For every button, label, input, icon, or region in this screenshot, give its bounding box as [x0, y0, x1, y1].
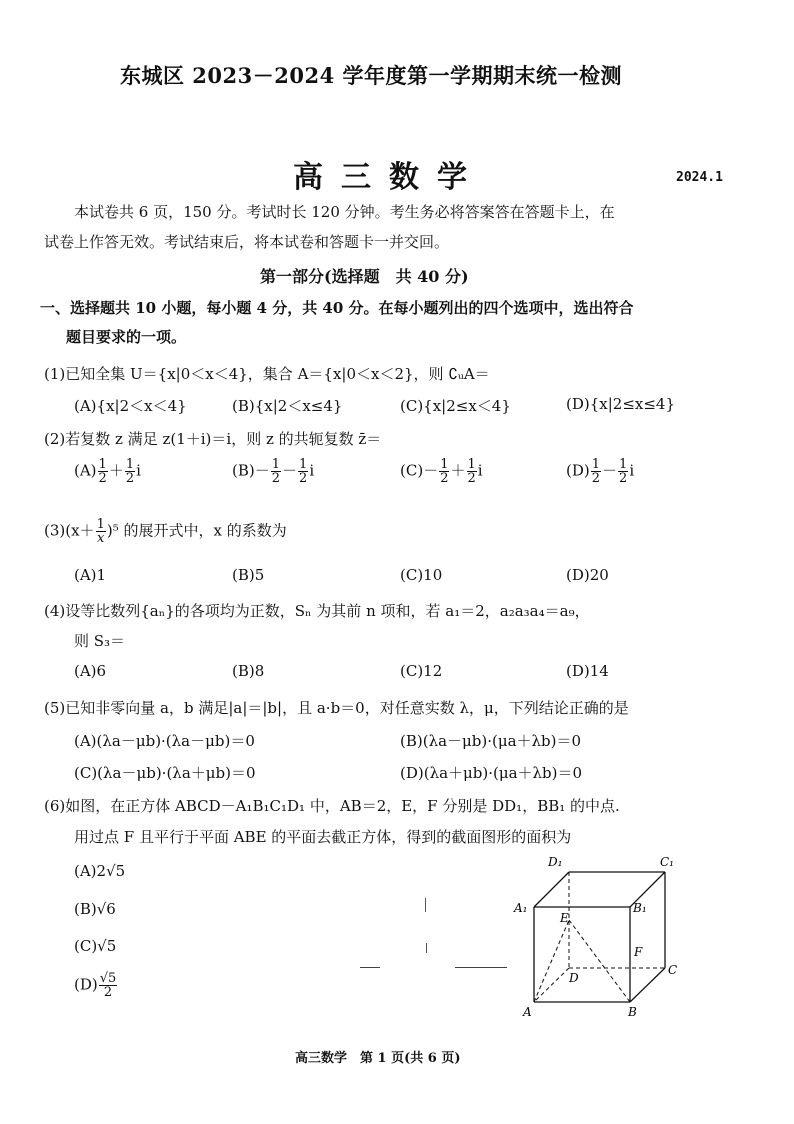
label-A: A [523, 1005, 532, 1019]
question-5-stem: (5)已知非零向量 a，b 满足|a|＝|b|，且 a·b＝0，对任意实数 λ，μ，下列结论正确的是 [44, 699, 629, 717]
question-1-option-b: (B){x|2＜x≤4} [232, 397, 343, 415]
question-6-option-c: (C)√5 [74, 937, 117, 955]
scan-mark [455, 967, 507, 968]
instructions-line-2: 试卷上作答无效。考试结束后，将本试卷和答题卡一并交回。 [44, 233, 450, 251]
question-3-option-b: (B)5 [232, 566, 265, 584]
part1-intro-line-1: 一、选择题共 10 小题，每小题 4 分，共 40 分。在每小题列出的四个选项中，选出符合 [40, 299, 634, 317]
question-4-option-a: (A)6 [74, 662, 107, 680]
question-4-option-c: (C)12 [400, 662, 443, 680]
fraction: $\frac{1}{2}$ [299, 457, 308, 486]
question-4-stem-line-1: (4)设等比数列{aₙ}的各项均为正数，Sₙ 为其前 n 项和，若 a₁＝2，a₂a₃a₄＝a₉， [44, 602, 590, 620]
question-6-stem-line-2: 用过点 F 且平行于平面 ABE 的平面去截正方体，得到的截面图形的面积为 [74, 828, 572, 846]
label-B: B [628, 1005, 637, 1019]
label-B1: B₁ [633, 901, 647, 915]
question-1-option-a: (A){x|2＜x＜4} [74, 397, 187, 415]
fraction: $\frac{1}{2}$ [619, 457, 628, 486]
fraction: $\frac{1}{2}$ [271, 457, 281, 486]
question-4-option-b: (B)8 [232, 662, 265, 680]
fraction: $\frac{1}{2}$ [98, 457, 107, 486]
question-3-option-c: (C)10 [400, 566, 443, 584]
label-C: C [668, 963, 678, 977]
part1-intro-line-2: 题目要求的一项。 [66, 328, 187, 346]
label-E: E [560, 911, 569, 925]
question-3-option-d: (D)20 [566, 566, 609, 584]
question-6-stem-line-1: (6)如图，在正方体 ABCD－A₁B₁C₁D₁ 中，AB＝2，E，F 分别是 DD₁，BB₁ 的中点. [44, 797, 620, 815]
question-2-option-a: (A) $\frac{1}{2}$ ＋ $\frac{1}{2}$ i [74, 457, 141, 486]
label-D1: D₁ [548, 855, 563, 869]
question-1-stem: (1)已知全集 U＝{x|0＜x＜4}，集合 A＝{x|0＜x＜2}，则 ∁ᵤA＝ [44, 365, 490, 383]
question-3-option-a: (A)1 [74, 566, 107, 584]
question-1-option-d: (D){x|2≤x≤4} [566, 395, 676, 413]
question-2-stem: (2)若复数 z 满足 z(1＋i)＝i，则 z 的共轭复数 z̄＝ [44, 430, 382, 448]
fraction: $\frac{1}{x}$ [96, 517, 105, 546]
question-2-option-d: (D) $\frac{1}{2}$ － $\frac{1}{2}$ i [566, 457, 635, 486]
fraction: $\frac{1}{2}$ [467, 457, 476, 486]
exam-date: 2024.1 [676, 170, 723, 185]
scan-mark [360, 967, 380, 968]
cube-figure [512, 850, 692, 1022]
question-2-option-c: (C)－ $\frac{1}{2}$ ＋ $\frac{1}{2}$ i [400, 457, 483, 486]
question-3-stem: (3)(x＋ $\frac{1}{x}$ )⁵ 的展开式中，x 的系数为 [44, 517, 287, 546]
label-A1: A₁ [514, 901, 528, 915]
part1-heading: 第一部分(选择题 共 40 分) [260, 267, 469, 286]
scan-mark [426, 943, 427, 953]
question-6-option-b: (B)√6 [74, 900, 116, 918]
fraction: $\frac{1}{2}$ [591, 457, 601, 486]
question-5-option-c: (C)(λa－μb)·(λa＋μb)＝0 [74, 764, 256, 782]
fraction: $\frac{1}{2}$ [125, 457, 135, 486]
exam-title: 东城区 2023－2024 学年度第一学期期末统一检测 [120, 63, 623, 88]
page-footer: 高三数学 第 1 页(共 6 页) [295, 1051, 461, 1066]
question-6-option-d: (D) $\frac{√5}{2}$ [74, 971, 117, 1000]
fraction: $\frac{√5}{2}$ [99, 971, 117, 1000]
question-4-option-d: (D)14 [566, 662, 609, 680]
question-1-option-c: (C){x|2≤x＜4} [400, 397, 511, 415]
fraction: $\frac{1}{2}$ [440, 457, 449, 486]
instructions-line-1: 本试卷共 6 页，150 分。考试时长 120 分钟。考生务必将答案答在答题卡上，在 [74, 203, 615, 221]
scan-mark [425, 898, 426, 912]
subject-title: 高三数学 [293, 160, 485, 195]
question-6-option-a: (A)2√5 [74, 862, 126, 880]
question-4-stem-line-2: 则 S₃＝ [74, 632, 126, 650]
question-2-option-b: (B)－ $\frac{1}{2}$ － $\frac{1}{2}$ i [232, 457, 315, 486]
label-D: D [569, 971, 579, 985]
label-F: F [634, 945, 643, 959]
question-5-option-b: (B)(λa－μb)·(μa＋λb)＝0 [400, 732, 582, 750]
question-5-option-a: (A)(λa－μb)·(λa－μb)＝0 [74, 732, 255, 750]
label-C1: C₁ [660, 855, 674, 869]
question-5-option-d: (D)(λa＋μb)·(μa＋λb)＝0 [400, 764, 583, 782]
